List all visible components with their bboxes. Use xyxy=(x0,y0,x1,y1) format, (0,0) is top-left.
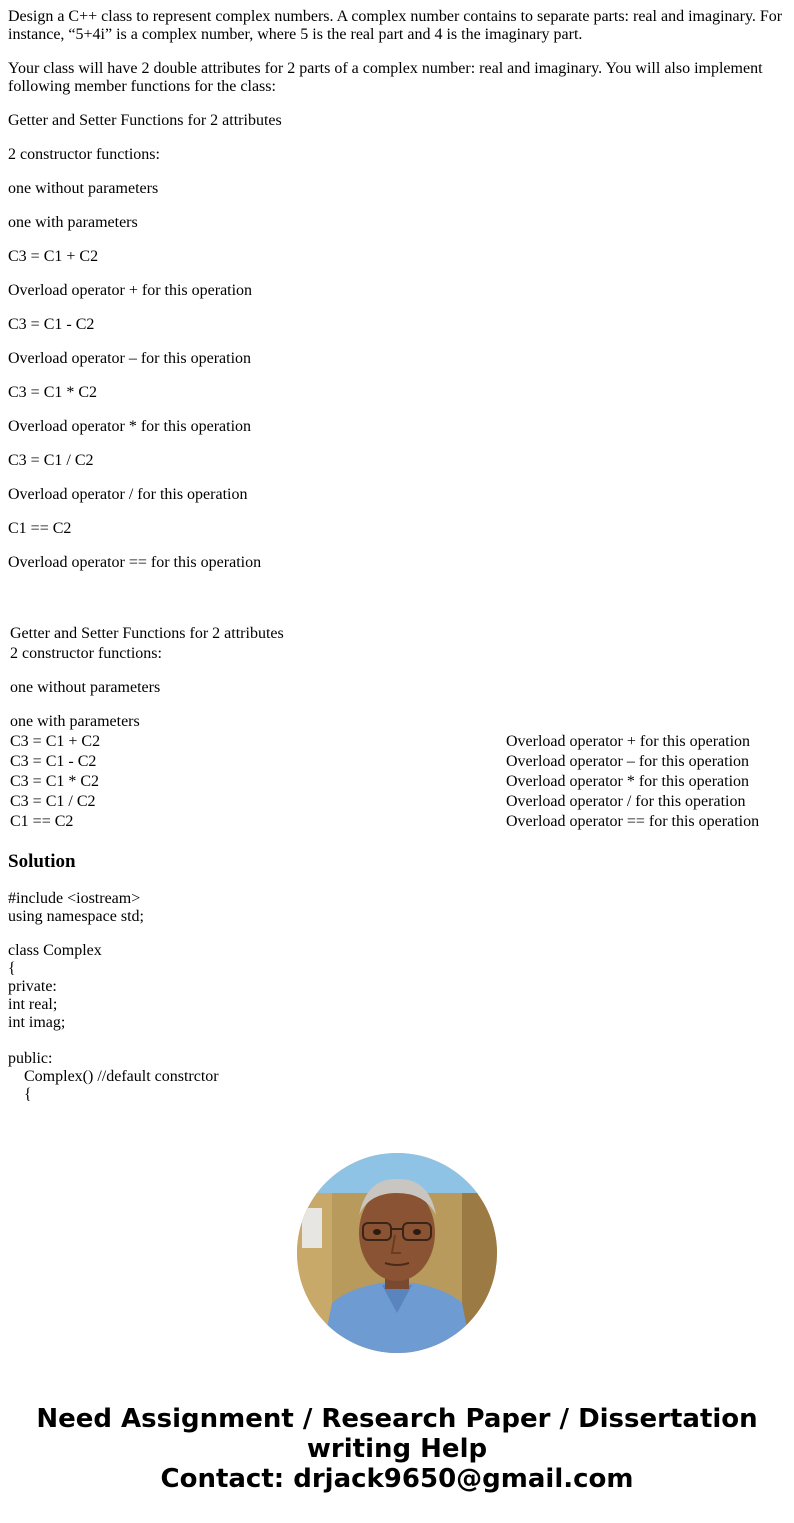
requirements-list xyxy=(8,112,786,572)
summary-table xyxy=(10,624,780,832)
operation-description: Overload operator + for this operation xyxy=(506,733,751,750)
operation-expression: C3 = C1 / C2 xyxy=(10,793,96,810)
table-row xyxy=(10,732,780,752)
operation-description: Overload operator – for this operation xyxy=(506,753,750,770)
code-line: #include <iostream> xyxy=(8,890,141,907)
table-row xyxy=(10,752,780,772)
table-line: one without parameters xyxy=(10,679,161,696)
code-line: public: xyxy=(8,1050,53,1067)
question-attributes: Your class will have 2 double attributes for 2 parts of a complex number: real and imaginary. You will also implement following member functions for the class: xyxy=(8,60,763,95)
code-line: int real; xyxy=(8,996,58,1013)
solution-code xyxy=(8,890,219,1104)
code-line: using namespace std; xyxy=(8,908,144,925)
code-line: { xyxy=(8,1086,32,1103)
person-portrait-icon xyxy=(297,1153,497,1353)
requirement-item: C3 = C1 + C2 xyxy=(8,248,99,265)
table-line: one with parameters xyxy=(10,713,140,730)
code-line: int imag; xyxy=(8,1014,66,1031)
operation-expression: C3 = C1 - C2 xyxy=(10,753,97,770)
code-line: class Complex xyxy=(8,942,102,959)
requirement-item: Overload operator + for this operation xyxy=(8,282,253,299)
requirement-item: one with parameters xyxy=(8,214,138,231)
table-row xyxy=(10,792,780,812)
requirement-item: 2 constructor functions: xyxy=(8,146,160,163)
solution-heading: Solution xyxy=(8,851,76,872)
requirement-item: C3 = C1 / C2 xyxy=(8,452,94,469)
requirement-item: C3 = C1 - C2 xyxy=(8,316,95,333)
operation-description: Overload operator == for this operation xyxy=(506,813,760,830)
table-line: 2 constructor functions: xyxy=(10,645,162,662)
question-intro: Design a C++ class to represent complex numbers. A complex number contains to separate parts: real and imaginary. For instance, “5+4i” is a complex number, where 5 is the real part and 4 is the imaginary part. xyxy=(8,8,783,43)
promo-line: Need Assignment / Research Paper / Dissertation xyxy=(36,1404,758,1434)
question-content xyxy=(8,0,786,588)
requirement-item: Overload operator / for this operation xyxy=(8,486,248,503)
table-row xyxy=(10,812,780,832)
promo-contact: Contact: drjack9650@gmail.com xyxy=(160,1464,634,1494)
operation-description: Overload operator * for this operation xyxy=(506,773,750,790)
table-line: Getter and Setter Functions for 2 attributes xyxy=(10,625,284,642)
table-row xyxy=(10,772,780,792)
requirement-item: Overload operator * for this operation xyxy=(8,418,252,435)
operation-description: Overload operator / for this operation xyxy=(506,793,746,810)
promo-banner xyxy=(0,1404,794,1494)
code-line xyxy=(8,1032,219,1050)
requirement-item: C1 == C2 xyxy=(8,520,72,537)
code-line: Complex() //default constrctor xyxy=(8,1068,219,1085)
requirement-item: one without parameters xyxy=(8,180,159,197)
requirement-item: Overload operator == for this operation xyxy=(8,554,262,571)
operation-expression: C3 = C1 + C2 xyxy=(10,733,101,750)
code-line: { xyxy=(8,960,16,977)
requirement-item: Getter and Setter Functions for 2 attributes xyxy=(8,112,282,129)
code-line xyxy=(8,926,219,942)
requirement-item: C3 = C1 * C2 xyxy=(8,384,98,401)
promo-line: writing Help xyxy=(306,1434,488,1464)
code-line: private: xyxy=(8,978,57,995)
operation-expression: C3 = C1 * C2 xyxy=(10,773,100,790)
requirement-item: Overload operator – for this operation xyxy=(8,350,252,367)
operation-expression: C1 == C2 xyxy=(10,813,74,830)
